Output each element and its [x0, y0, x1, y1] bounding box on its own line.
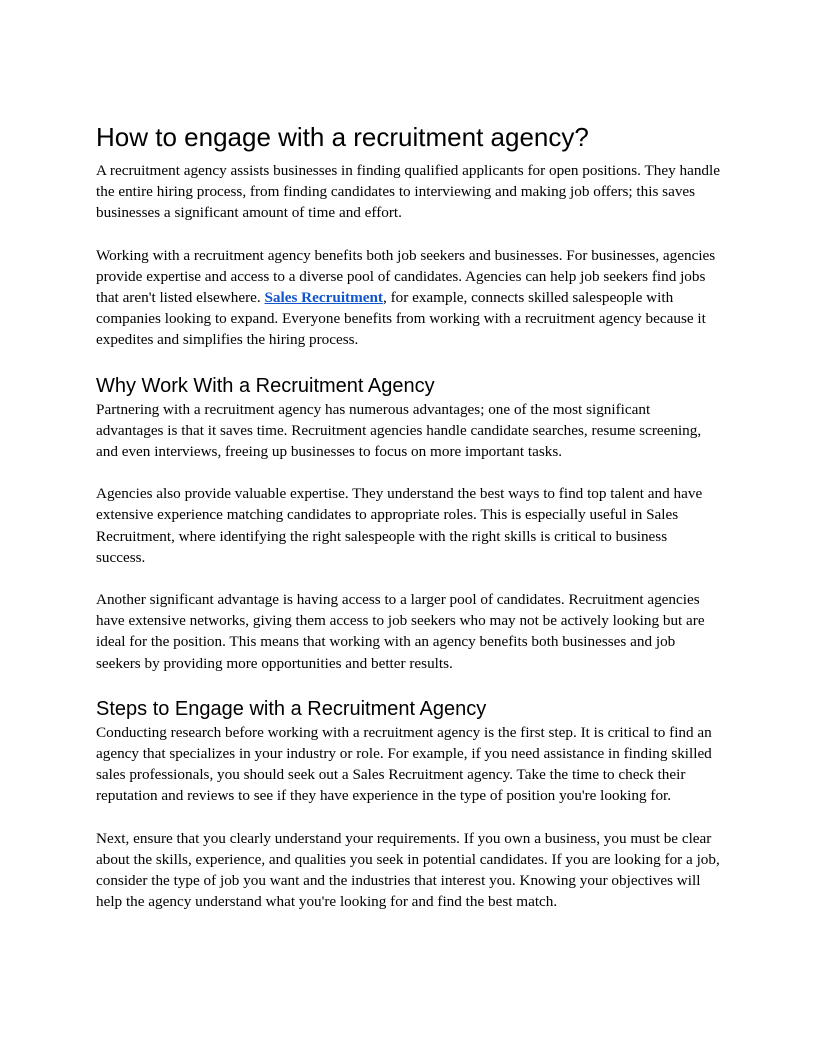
why-paragraph-3: Another significant advantage is having access to a larger pool of candidates. Recruitment agencies have extensive networks, giving them access to job seekers who may not be actively looking but are ideal for the position. This means that working with an agency benefits both businesses and job seekers by providing more opportunities and better results.	[96, 591, 705, 672]
document-page	[96, 120, 720, 933]
steps-paragraph-1: Conducting research before working with a recruitment agency is the first step. It is critical to find an agency that specializes in your industry or role. For example, if you need assistance in finding skilled sales professionals, you should seek out a Sales Recruitment agency. Take the time to check their reputation and reviews to see if they have experience in the type of position you're looking for.	[96, 723, 712, 805]
why-paragraph-1: Partnering with a recruitment agency has numerous advantages; one of the most significant advantages is that it saves time. Recruitment agencies handle candidate searches, resume screening, and even interviews, freeing up businesses to focus on more important tasks.	[96, 400, 702, 461]
page-title: How to engage with a recruitment agency?	[96, 122, 589, 152]
sales-recruitment-link[interactable]: Sales Recruitment	[264, 289, 383, 307]
steps-paragraph-2: Next, ensure that you clearly understand your requirements. If you own a business, you must be clear about the skills, experience, and qualities you seek in potential candidates. If you are looking for a job, consider the type of job you want and the industries that interest you. Knowing your objectives will help the agency understand what you're looking for and find the best match.	[96, 829, 720, 911]
intro-paragraph-2-text-after: , for example, connects skilled salespeople with companies looking to expand. Everyone benefits from working with a recruitment agency because it expedites and simplifies the hiring process.	[96, 289, 706, 349]
why-section-heading: Why Work With a Recruitment Agency	[96, 374, 435, 397]
intro-paragraph-2	[96, 245, 720, 351]
steps-section-heading: Steps to Engage with a Recruitment Agency	[96, 697, 487, 720]
intro-paragraph-1: A recruitment agency assists businesses in finding qualified applicants for open positions. They handle the entire hiring process, from finding candidates to interviewing and making job offers; this saves businesses a significant amount of time and effort.	[96, 162, 720, 222]
why-paragraph-2: Agencies also provide valuable expertise. They understand the best ways to find top talent and have extensive experience matching candidates to appropriate roles. This is especially useful in Sales Recruitment, where identifying the right salespeople with the right skills is critical to business success.	[96, 485, 703, 566]
intro-paragraph-2-text-before: Working with a recruitment agency benefits both job seekers and businesses. For businesses, agencies provide expertise and access to a diverse pool of candidates. Agencies can help job seekers find jobs that aren't listed elsewhere.	[96, 246, 716, 307]
